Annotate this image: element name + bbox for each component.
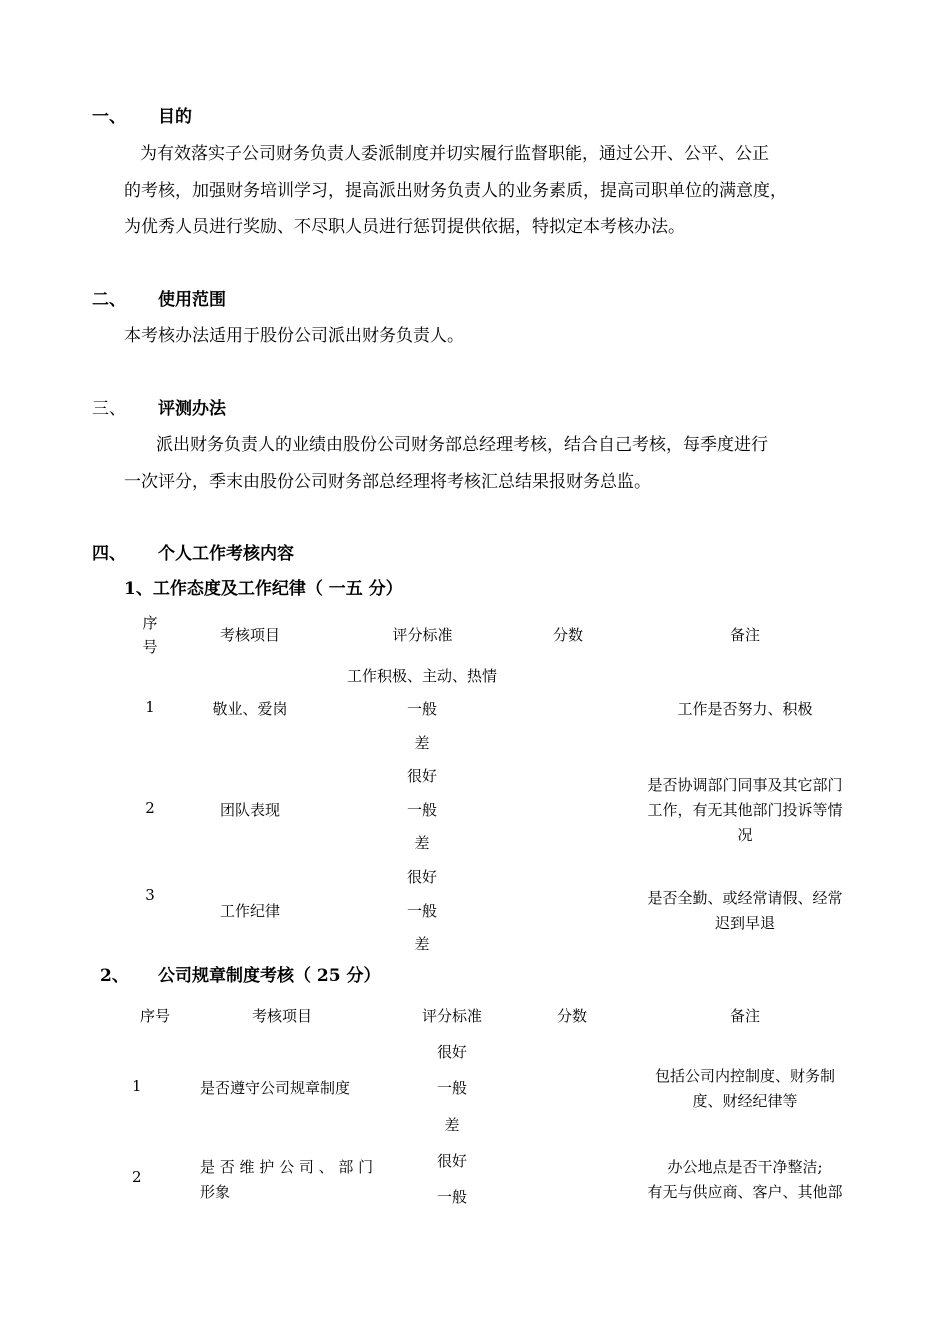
table2-row2-item-2: 形象 xyxy=(200,1183,231,1201)
table2-header-score: 分数 xyxy=(556,1007,587,1025)
table2-header-item: 考核项目 xyxy=(251,1007,312,1025)
section-2-title: 使用范围 xyxy=(158,290,226,310)
table1-row1-criteria-3: 差 xyxy=(414,734,430,752)
table1-row3-criteria-3: 差 xyxy=(414,935,430,953)
section-4-number: 四、 xyxy=(92,544,126,564)
table2-header-note: 备注 xyxy=(729,1007,760,1025)
table1-row1-seq: 1 xyxy=(145,698,155,716)
table1-row3-note-1: 是否全勤、或经常请假、经常 xyxy=(647,889,843,907)
table2-row2-item-1: 是 否 维 护 公 司 、 部 门 xyxy=(200,1158,374,1176)
table1-header-score: 分数 xyxy=(552,626,583,644)
table2-row1-criteria-3: 差 xyxy=(444,1116,460,1134)
table1-row1-criteria-1: 工作积极、主动、热情 xyxy=(346,667,497,685)
table1-header-criteria: 评分标准 xyxy=(392,626,453,644)
section-3-number: 三、 xyxy=(92,399,126,419)
table2-title: 公司规章制度考核（ 25 分） xyxy=(158,966,381,986)
table1-row2-note-2: 工作，有无其他部门投诉等情 xyxy=(647,801,843,819)
table1-row2-note-3: 况 xyxy=(737,826,753,844)
section-4-title: 个人工作考核内容 xyxy=(158,544,294,564)
section-1-number: 一、 xyxy=(92,107,126,127)
table2-row1-criteria-2: 一般 xyxy=(436,1079,467,1097)
section-3-line-1: 派出财务负责人的业绩由股份公司财务部总经理考核，结合自己考核，每季度进行 xyxy=(156,435,768,455)
table2-header-seq: 序号 xyxy=(139,1007,170,1025)
table2-row1-seq: 1 xyxy=(132,1077,142,1095)
table2-row1-note-1: 包括公司内控制度、财务制 xyxy=(654,1067,835,1085)
table2-row2-criteria-2: 一般 xyxy=(436,1188,467,1206)
table2-number: 2、 xyxy=(100,966,129,986)
section-1-title: 目的 xyxy=(158,107,192,127)
table1-row3-item: 工作纪律 xyxy=(219,902,280,920)
table1-row2-criteria-2: 一般 xyxy=(406,801,437,819)
table1-header-item: 考核项目 xyxy=(219,626,280,644)
table2-header-criteria: 评分标准 xyxy=(421,1007,482,1025)
section-1-line-3: 为优秀人员进行奖励、不尽职人员进行惩罚提供依据，特拟定本考核办法。 xyxy=(124,217,685,237)
table1-header-seq-line1: 序 xyxy=(142,614,158,632)
table2-row1-item: 是否遵守公司规章制度 xyxy=(200,1079,351,1097)
table2-row2-note-1: 办公地点是否干净整洁; xyxy=(667,1158,823,1176)
table1-header-note: 备注 xyxy=(729,626,760,644)
section-2-number: 二、 xyxy=(92,290,126,310)
table1-title: 1、工作态度及工作纪律（ 一五 分） xyxy=(124,579,403,599)
table1-row2-item: 团队表现 xyxy=(219,801,280,819)
table1-row1-note: 工作是否努力、积极 xyxy=(677,700,813,718)
table1-row2-note-1: 是否协调部门同事及其它部门 xyxy=(647,776,843,794)
section-3-title: 评测办法 xyxy=(158,399,226,419)
table1-row3-criteria-1: 很好 xyxy=(406,868,437,886)
table1-row1-item: 敬业、爱岗 xyxy=(212,700,288,718)
table1-row1-criteria-2: 一般 xyxy=(406,700,437,718)
table1-row3-criteria-2: 一般 xyxy=(406,902,437,920)
table2-row1-note-2: 度、财经纪律等 xyxy=(692,1092,798,1110)
table2-row1-criteria-1: 很好 xyxy=(436,1043,467,1061)
section-3-line-2: 一次评分，季末由股份公司财务部总经理将考核汇总结果报财务总监。 xyxy=(124,472,651,492)
section-1-line-1: 为有效落实子公司财务负责人委派制度并切实履行监督职能，通过公开、公平、公正 xyxy=(140,144,769,164)
section-1-line-2: 的考核，加强财务培训学习，提高派出财务负责人的业务素质，提高司职单位的满意度， xyxy=(124,181,787,201)
table1-row2-criteria-1: 很好 xyxy=(406,767,437,785)
table1-header-seq-line2: 号 xyxy=(142,638,158,656)
table2-row2-seq: 2 xyxy=(132,1168,142,1186)
table2-row2-note-2: 有无与供应商、客户、其他部 xyxy=(647,1183,843,1201)
table1-row3-note-2: 迟到早退 xyxy=(714,914,775,932)
table2-row2-criteria-1: 很好 xyxy=(436,1152,467,1170)
table1-row2-seq: 2 xyxy=(145,799,155,817)
table1-row3-seq: 3 xyxy=(145,886,155,904)
section-2-line-1: 本考核办法适用于股份公司派出财务负责人。 xyxy=(124,326,464,346)
table1-row2-criteria-3: 差 xyxy=(414,834,430,852)
